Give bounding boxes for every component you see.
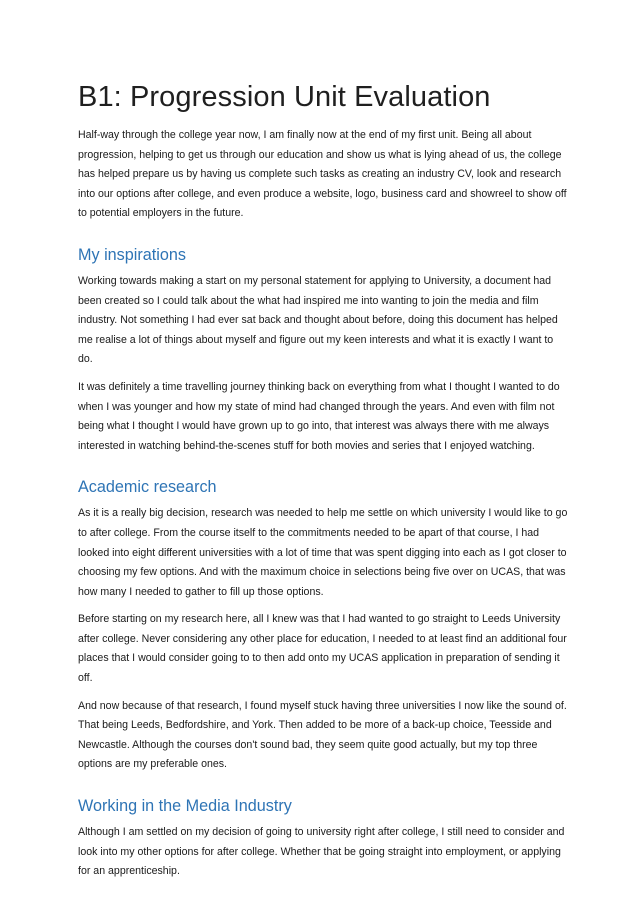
paragraph: It was definitely a time travelling journey thinking back on everything from what I thought I wanted to do when I was younger and how my state of mind had changed through the years. And even with film not being what I thought I would have grown up to go into, that interest was always there with me always interested in watching behind-the-scenes stuff for both movies and series that I enjoyed watching.	[78, 380, 560, 452]
paragraph: As it is a really big decision, research was needed to help me settle on which university I would like to go to after college. From the course itself to the commitments needed to be apart of that course, I had looked into eight different universities with a lot of time that was spent digging into each as I got closer to choosing my few options. And with the maximum choice in selections being five over on UCAS, that was how many I needed to gather to fill up those options.	[78, 507, 568, 598]
section-heading-academic-research: Academic research	[78, 478, 217, 497]
section-heading-media-industry: Working in the Media Industry	[78, 797, 292, 816]
paragraph: Before starting on my research here, all I knew was that I had wanted to go straight to Leeds University after college. Never considering any other place for education, I needed to at least find an additional four places that I would consider going to to then add onto my UCAS application in preparation of sending it off.	[78, 613, 567, 685]
document-body	[78, 80, 568, 890]
intro-paragraph: Half-way through the college year now, I am finally now at the end of my first unit. Being all about progression, helping to get us through our education and show us what is lying ahead of us, the college has helped prepare us by having us complete such tasks as creating an industry CV, look and research into our options after college, and even produce a website, logo, business card and showreel to show off to potential employers in the future.	[78, 129, 567, 220]
paragraph: Although I am settled on my decision of going to university right after college, I still need to consider and look into my other options for after college. Whether that be going straight into employment, or applying for an apprenticeship.	[78, 826, 565, 878]
paragraph: Working towards making a start on my personal statement for applying to University, a document had been created so I could talk about the what had inspired me into wanting to join the media and film industry. Not something I had ever sat back and thought about before, doing this document has helped me realise a lot of things about myself and figure out my keen interests and what it is exactly I want to do.	[78, 274, 558, 366]
document-title: B1: Progression Unit Evaluation	[78, 81, 491, 113]
paragraph: And now because of that research, I found myself stuck having three universities I now like the sound of. That being Leeds, Bedfordshire, and York. Then added to be more of a back-up choice, Teesside and Newcastle. Although the courses don't sound bad, they seem quite good actually, but my top three options are my preferable ones.	[78, 699, 567, 771]
section-heading-inspirations: My inspirations	[78, 245, 186, 264]
